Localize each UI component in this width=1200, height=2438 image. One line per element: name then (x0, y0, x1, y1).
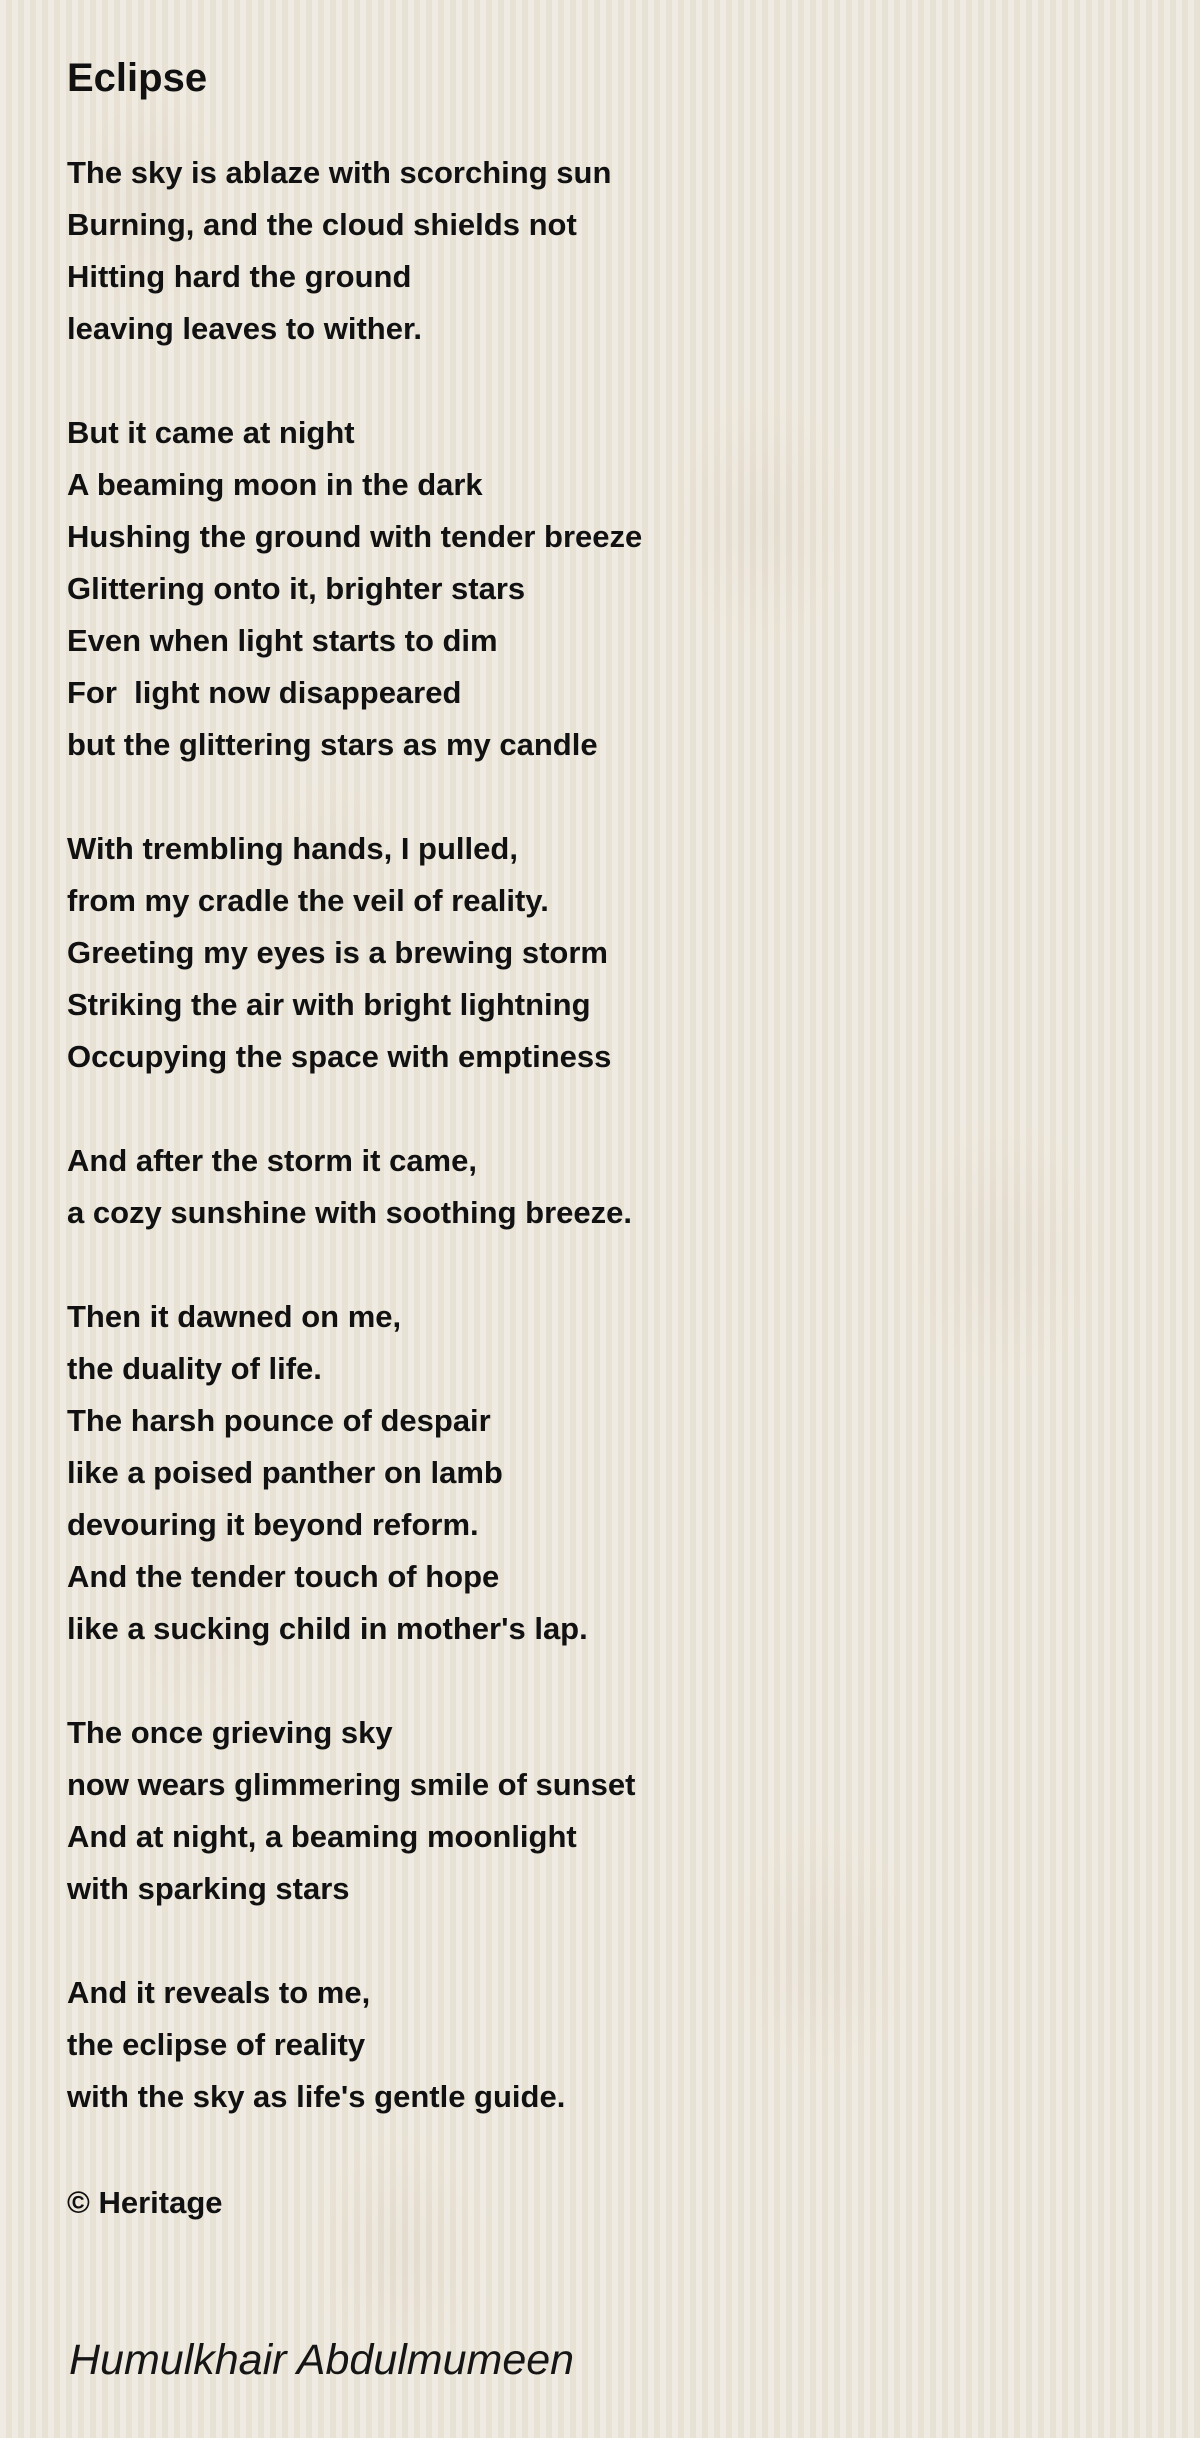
poem-line: now wears glimmering smile of sunset (67, 1767, 636, 1802)
poem-line: Even when light starts to dim (67, 623, 498, 658)
poem-title: Eclipse (67, 56, 208, 100)
stanza-2 (67, 407, 1167, 771)
poem-line: Hushing the ground with tender breeze (67, 519, 643, 554)
poem-line: Burning, and the cloud shields not (67, 207, 577, 242)
poem-line: devouring it beyond reform. (67, 1507, 479, 1542)
poem-line: Hitting hard the ground (67, 259, 412, 294)
poem-line: The sky is ablaze with scorching sun (67, 155, 612, 190)
poem-line: The harsh pounce of despair (67, 1403, 491, 1438)
poem-line: A beaming moon in the dark (67, 467, 483, 502)
poem-line: And it reveals to me, (67, 1975, 371, 2010)
poem-line: like a sucking child in mother's lap. (67, 1611, 588, 1646)
poem-line: But it came at night (67, 415, 355, 450)
poem-line: but the glittering stars as my candle (67, 727, 598, 762)
poem-line: And the tender touch of hope (67, 1559, 500, 1594)
copyright-notice: © Heritage (67, 2185, 223, 2220)
poem-body (67, 147, 1167, 2175)
poem-line: Striking the air with bright lightning (67, 987, 591, 1022)
poem-line: with the sky as life's gentle guide. (67, 2079, 566, 2114)
poem-line: And at night, a beaming moonlight (67, 1819, 577, 1854)
poem-line: from my cradle the veil of reality. (67, 883, 549, 918)
poem-line: Then it dawned on me, (67, 1299, 402, 1334)
poem-line: Occupying the space with emptiness (67, 1039, 612, 1074)
stanza-5 (67, 1291, 1167, 1655)
poem-line: With trembling hands, I pulled, (67, 831, 518, 866)
stanza-3 (67, 823, 1167, 1083)
poem-line: Greeting my eyes is a brewing storm (67, 935, 608, 970)
poem-line: Glittering onto it, brighter stars (67, 571, 526, 606)
poem-line: with sparking stars (67, 1871, 350, 1906)
author-name: Humulkhair Abdulmumeen (69, 2336, 575, 2384)
poem-line: And after the storm it came, (67, 1143, 477, 1178)
poem-line: The once grieving sky (67, 1715, 393, 1750)
poem-line: leaving leaves to wither. (67, 311, 422, 346)
poem-line: the eclipse of reality (67, 2027, 366, 2062)
poem-line: For light now disappeared (67, 675, 462, 710)
stanza-4 (67, 1135, 1167, 1239)
poem-line: a cozy sunshine with soothing breeze. (67, 1195, 632, 1230)
stanza-1 (67, 147, 1167, 355)
stanza-6 (67, 1707, 1167, 1915)
poem-line: like a poised panther on lamb (67, 1455, 503, 1490)
stanza-7 (67, 1967, 1167, 2123)
poem-line: the duality of life. (67, 1351, 322, 1386)
